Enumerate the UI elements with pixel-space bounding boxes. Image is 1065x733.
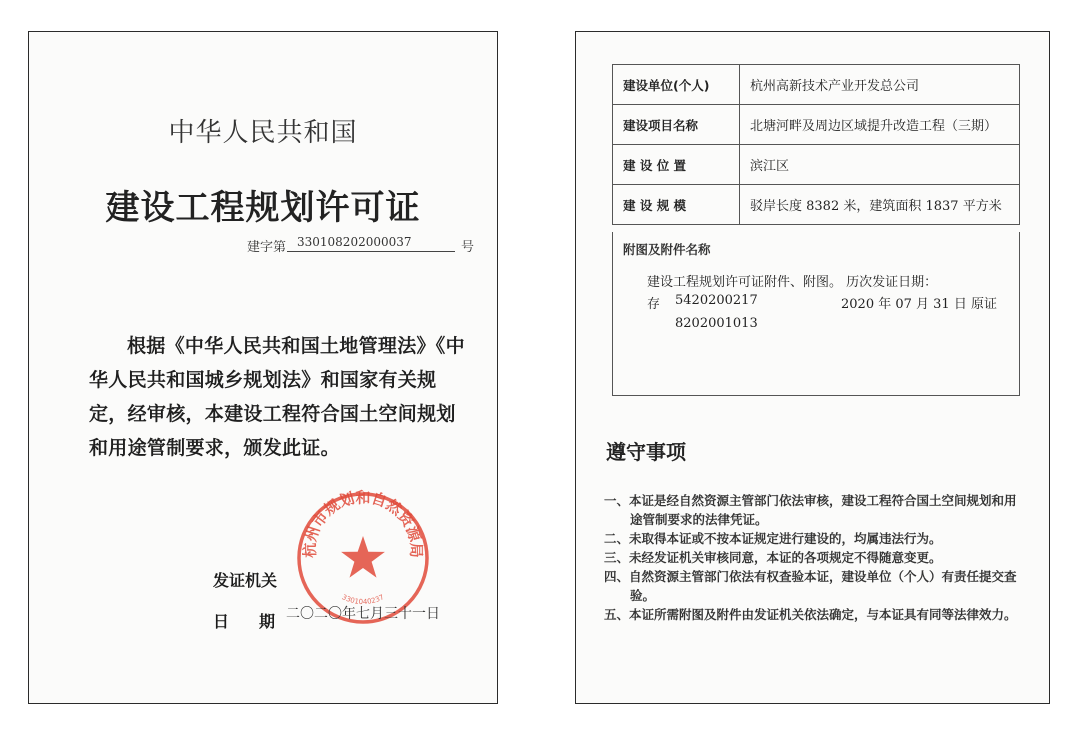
list-item: 四、自然资源主管部门依法有权查验本证，建设单位（个人）有责任提交查验。 xyxy=(604,569,1017,603)
table-row xyxy=(613,145,1020,185)
certificate-body-text: 根据《中华人民共和国土地管理法》《中华人民共和国城乡规划法》和国家有关规定，经审核，本建设工程符合国土空间规划和用途管制要求，颁发此证。 xyxy=(89,335,465,459)
certificate-title: 建设工程规划许可证 xyxy=(105,188,421,228)
project-info-table xyxy=(612,64,1020,225)
attachments-description: 建设工程规划许可证附件、附图。 历次发证日期： xyxy=(647,275,938,290)
certificate-number-row xyxy=(247,236,487,258)
previous-issue-date: 2020 年 07 月 31 日 原证 xyxy=(841,297,997,312)
list-item: 一、本证是经自然资源主管部门依法审核，建设工程符合国土空间规划和用途管制要求的法律凭证。 xyxy=(604,493,1017,527)
table-row xyxy=(613,185,1020,225)
issue-date-row xyxy=(213,600,473,631)
row-value: 驳岸长度 8382 米，建筑面积 1837 平方米 xyxy=(740,185,1020,225)
notes-title: 遵守事项 xyxy=(606,440,686,464)
list-item: 二、未取得本证或不按本证规定进行建设的，均属违法行为。 xyxy=(604,531,942,546)
issue-date: 二〇二〇年七月三十一日 xyxy=(286,606,440,622)
country-name: 中华人民共和国 xyxy=(168,118,358,148)
attachments-store-label: 存 xyxy=(647,297,661,312)
date-label: 日期 xyxy=(213,612,306,631)
row-label: 建设项目名称 xyxy=(613,105,740,145)
attachments-box xyxy=(612,232,1020,396)
table-row xyxy=(613,105,1020,145)
list-item: 三、未经发证机关审核同意，本证的各项规定不得随意变更。 xyxy=(604,550,942,565)
certificate-detail-page xyxy=(575,31,1050,704)
number-suffix: 号 xyxy=(461,240,475,255)
seal-text: 杭州市规划和自然资源局 xyxy=(300,488,426,558)
seal-code: 3301040237 xyxy=(340,593,386,607)
table-row xyxy=(613,65,1020,105)
row-value: 滨江区 xyxy=(740,145,1020,185)
issuer-label: 发证机关 xyxy=(213,571,278,590)
attachment-number: 8202001013 xyxy=(675,316,758,331)
notes-list xyxy=(604,491,1024,624)
row-value: 北塘河畔及周边区域提升改造工程（三期） xyxy=(740,105,1020,145)
attachments-label: 附图及附件名称 xyxy=(623,242,711,257)
attachment-number: 5420200217 xyxy=(675,293,758,308)
certificate-cover-page xyxy=(28,31,498,704)
list-item: 五、本证所需附图及附件由发证机关依法确定，与本证具有同等法律效力。 xyxy=(604,607,1017,622)
row-value: 杭州高新技术产业开发总公司 xyxy=(740,65,1020,105)
number-prefix: 建字第 xyxy=(247,240,287,255)
row-label: 建 设 位 置 xyxy=(613,145,740,185)
row-label: 建 设 规 模 xyxy=(613,185,740,225)
certificate-number: 330108202000037 xyxy=(287,235,455,252)
row-label: 建设单位(个人) xyxy=(613,65,740,105)
